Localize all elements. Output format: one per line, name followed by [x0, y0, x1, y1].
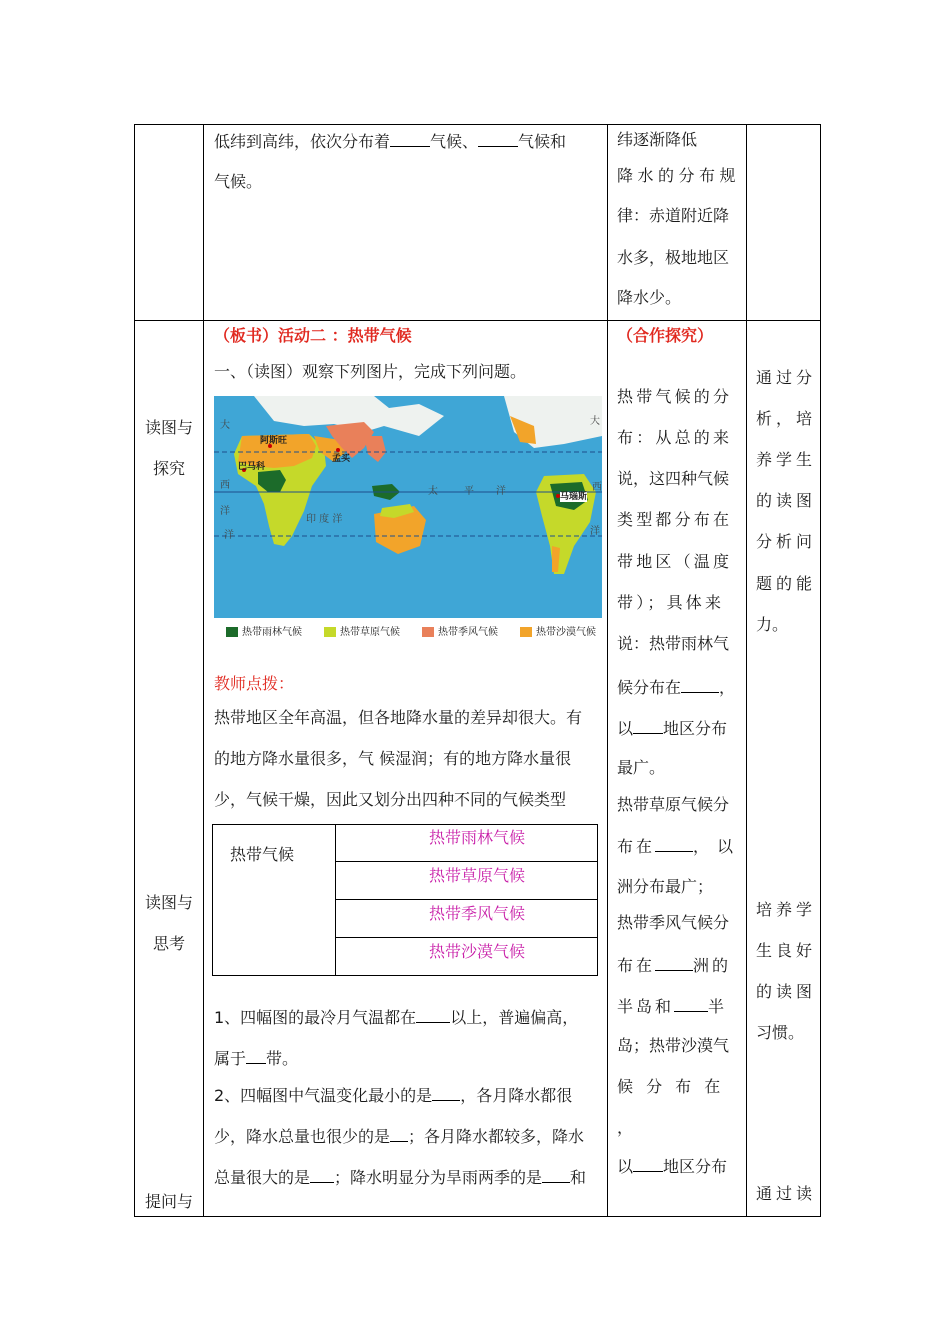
- map-label-ocean: 平: [464, 486, 474, 497]
- col3-line: 最广。: [617, 758, 666, 777]
- col3-line: ，: [617, 1118, 634, 1137]
- q2-text: ，各月降水都很: [460, 1086, 573, 1105]
- map-label-ocean: 大: [220, 420, 230, 431]
- col3-text: 布在: [617, 837, 656, 856]
- city-marker: [336, 448, 340, 452]
- inner-table-item: 热带草原气候: [429, 866, 526, 885]
- col3-line: 布：从总的来: [617, 428, 733, 447]
- legend-label: 热带季风气候: [438, 627, 498, 638]
- legend-label: 热带草原气候: [340, 627, 400, 638]
- inner-table-row-divider: [335, 937, 598, 938]
- col3-line: 带）；具体来: [617, 593, 725, 612]
- inner-table-col-divider: [335, 824, 336, 976]
- activity-heading: （板书）活动二 ：热带气候: [214, 326, 412, 345]
- col3-line: 岛；热带沙漠气: [617, 1036, 730, 1055]
- col3-text: ，以: [693, 837, 742, 856]
- map-svg: [214, 396, 602, 618]
- table-border-right: [820, 124, 821, 1217]
- q2-text: 总量很大的是: [214, 1168, 311, 1187]
- table-border-left: [134, 124, 135, 1217]
- q1-text: 属于: [214, 1049, 247, 1068]
- col3-text: 以: [617, 719, 634, 738]
- inner-table-item: 热带雨林气候: [429, 828, 526, 847]
- map-city-label: 马瑙斯: [560, 492, 588, 502]
- blank: [310, 1166, 334, 1183]
- legend-label: 热带沙漠气候: [536, 627, 596, 638]
- legend-label: 热带雨林气候: [242, 627, 302, 638]
- col3-line: 热带气候的分: [617, 387, 733, 406]
- row1-col3-line: 降水的分布规: [617, 166, 741, 185]
- col4-line: 生良好: [756, 941, 817, 960]
- col1-label-a2: 探究: [153, 459, 186, 478]
- q2-text: ；各月降水都较多，降水: [408, 1127, 585, 1146]
- col3-text: 布在: [617, 956, 656, 975]
- blank: [633, 1155, 663, 1172]
- blank: [542, 1166, 570, 1183]
- row1-text-line1: [214, 130, 566, 152]
- q1-text: 1、四幅图的最冷月气温都在: [214, 1008, 417, 1027]
- col4-line: 析，培: [756, 409, 817, 428]
- map-city-label: 巴马科: [238, 462, 266, 472]
- col3-text: 以: [617, 1157, 634, 1176]
- col3-line: 候 分 布 在: [617, 1077, 725, 1096]
- col1-label-b2: 思考: [153, 934, 186, 953]
- col3-heading: （合作探究）: [617, 326, 714, 345]
- blank: [246, 1047, 266, 1064]
- legend-swatch-desert: [520, 627, 532, 637]
- map-label-ocean: 印 度 洋: [306, 514, 343, 525]
- table-col-divider-3: [746, 124, 747, 1217]
- col4-line: 分析问: [756, 532, 817, 551]
- table-border-bottom: [134, 1216, 821, 1217]
- map-label-ocean: 洋: [496, 486, 506, 497]
- col3-line: [617, 995, 724, 1017]
- teacher-guide-line: 热带地区全年高温，但各地降水量的差异却很大。有: [214, 708, 583, 727]
- col4-line: 通过读: [756, 1184, 817, 1203]
- table-col-divider-2: [607, 124, 608, 1217]
- col3-line: 说，这四种气候: [617, 469, 730, 488]
- col3-line: [617, 835, 741, 857]
- question-1-line2: [214, 1047, 298, 1069]
- inner-table-item: 热带沙漠气候: [429, 942, 526, 961]
- inner-table-left-label: 热带气候: [230, 845, 295, 864]
- blank: [681, 676, 719, 693]
- blank: [432, 1084, 460, 1101]
- legend-swatch-monsoon: [422, 627, 434, 637]
- map-city-label: 孟买: [332, 454, 351, 464]
- table-border-top: [134, 124, 821, 125]
- row1-line1-mid: 气候、: [430, 132, 479, 151]
- map-label-ocean: 太: [428, 486, 438, 497]
- tropical-climate-map: [214, 396, 602, 618]
- row1-col3-line: 水多，极地地区: [617, 248, 730, 267]
- blank: [633, 717, 663, 734]
- blank: [674, 995, 708, 1012]
- inner-table-row-divider: [335, 861, 598, 862]
- col3-line: 热带草原气候分: [617, 795, 730, 814]
- col1-label-a1: 读图与: [145, 418, 194, 437]
- q1-text: 以上，普遍偏高，: [450, 1008, 579, 1027]
- legend-swatch-rainforest: [226, 627, 238, 637]
- map-city-label: 阿斯旺: [260, 436, 288, 446]
- blank: [655, 835, 693, 852]
- col3-text: 地区分布: [663, 1157, 728, 1176]
- col3-line: [617, 676, 735, 698]
- activity-intro: 一、（读图）观察下列图片，完成下列问题。: [214, 362, 527, 381]
- col3-line: 带地区（温度: [617, 552, 733, 571]
- col3-text: 半岛和: [617, 997, 675, 1016]
- col4-line: 力。: [756, 615, 789, 634]
- col3-text: 洲的: [693, 956, 732, 975]
- col4-line: 培养学: [756, 900, 817, 919]
- row1-col3-line: 降水少。: [617, 288, 682, 307]
- table-col-divider-1: [203, 124, 204, 1217]
- col3-line: 热带季风气候分: [617, 913, 730, 932]
- blank: [416, 1006, 450, 1023]
- col4-line: 习惯。: [756, 1023, 805, 1042]
- map-label-ocean: 洋: [220, 506, 230, 517]
- col4-line: 通过分: [756, 368, 817, 387]
- blank: [655, 954, 693, 971]
- col3-text: 候分布在: [617, 678, 682, 697]
- blank: [390, 1125, 408, 1142]
- map-label-ocean: 大: [590, 416, 600, 427]
- col4-line: 的读图: [756, 982, 817, 1001]
- question-2-line1: [214, 1084, 572, 1106]
- col3-line: 洲分布最广；: [617, 877, 714, 896]
- question-2-line2: [214, 1125, 584, 1147]
- col1-label-b1: 读图与: [145, 893, 194, 912]
- table-row-divider: [134, 320, 821, 321]
- blank: [478, 130, 518, 147]
- q1-text: 带。: [266, 1049, 299, 1068]
- q2-text: 少，降水总量也很少的是: [214, 1127, 391, 1146]
- map-label-ocean: 洋: [590, 526, 600, 537]
- row1-col3-line: 纬逐渐降低: [617, 130, 698, 149]
- q2-text: 和: [570, 1168, 587, 1187]
- legend-swatch-savanna: [324, 627, 336, 637]
- col3-line: [617, 954, 731, 976]
- map-label-ocean: 西: [220, 480, 230, 491]
- inner-table-item: 热带季风气候: [429, 904, 526, 923]
- map-label-ocean: 西: [592, 482, 602, 493]
- row1-line1-pre: 低纬到高纬，依次分布着: [214, 132, 391, 151]
- col3-line: [617, 717, 727, 739]
- col4-line: 的读图: [756, 491, 817, 510]
- teacher-guide-line: 的地方降水量很多，气 候湿润；有的地方降水量很: [214, 749, 572, 768]
- col3-text: 地区分布: [663, 719, 728, 738]
- col4-line: 养学生: [756, 450, 817, 469]
- row1-line1-post: 气候和: [518, 132, 567, 151]
- row1-text-line2: 气候。: [214, 172, 263, 191]
- q2-text: ；降水明显分为旱雨两季的是: [334, 1168, 543, 1187]
- col4-line: 题的能: [756, 574, 817, 593]
- col3-line: 类型都分布在: [617, 510, 733, 529]
- question-1-line1: [214, 1006, 578, 1028]
- blank: [390, 130, 430, 147]
- col1-label-c1: 提问与: [145, 1192, 194, 1211]
- q2-text: 2、四幅图中气温变化最小的是: [214, 1086, 433, 1105]
- teacher-guide-line: 少，气候干燥，因此又划分出四种不同的气候类型: [214, 790, 567, 809]
- col3-text: ，: [719, 678, 736, 697]
- col3-text: 半: [708, 997, 725, 1016]
- col3-line: [617, 1155, 727, 1177]
- question-2-line3: [214, 1166, 586, 1188]
- col3-line: 说：热带雨林气: [617, 634, 730, 653]
- row1-col3-line: 律：赤道附近降: [617, 206, 730, 225]
- inner-table-row-divider: [335, 899, 598, 900]
- map-label-ocean: 洋: [224, 530, 234, 541]
- teacher-guide-title: 教师点拨：: [214, 674, 295, 693]
